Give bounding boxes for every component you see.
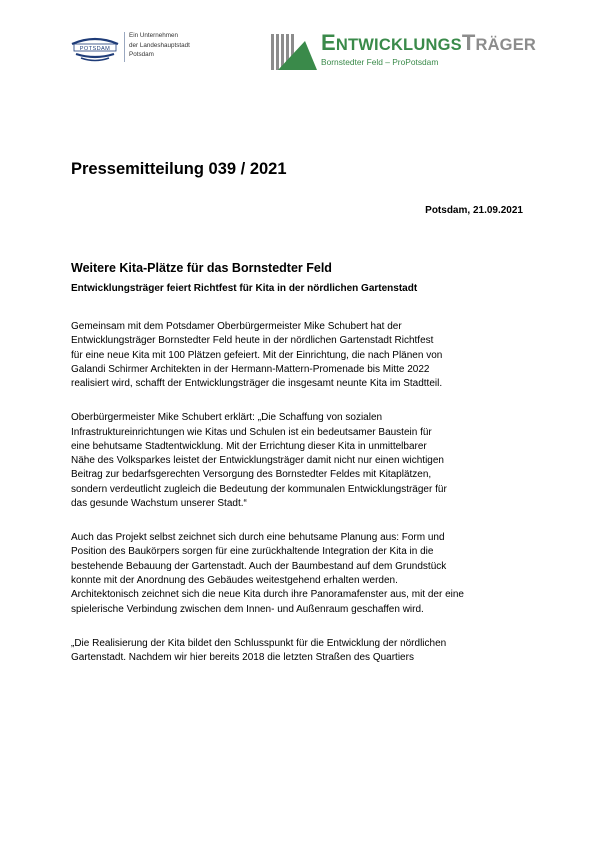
wordmark-letter: T — [461, 30, 476, 55]
release-date: Potsdam, 21.09.2021 — [425, 205, 523, 216]
text-line: Nähe des Volksparkes leistet der Entwicklungsträger damit nicht nur einen wichtigen — [71, 455, 444, 467]
text-line: konnte mit der Anordnung des Gebäudes weitestgehend erhalten werden. — [71, 575, 398, 587]
developer-wordmark — [321, 30, 536, 56]
letterhead — [0, 0, 595, 90]
text-line: „Die Realisierung der Kita bildet den Schlusspunkt für die Entwicklung der nördlichen — [71, 637, 447, 649]
body-text — [71, 320, 531, 685]
text-line: für eine neue Kita mit 100 Plätzen gefeiert. Mit der Einrichtung, die nach Plänen von — [71, 349, 443, 361]
paragraph — [71, 637, 531, 666]
text-line: Architektonisch zeichnet sich die neue Kita durch ihre Panoramafenster aus, mit der eine — [71, 589, 464, 601]
potsdam-tagline-line: Potsdam — [129, 51, 154, 59]
text-line: das gesunde Wachstum unserer Stadt.“ — [71, 498, 247, 510]
potsdam-tagline-line: Ein Unternehmen — [129, 32, 179, 39]
text-line: Infrastruktureinrichtungen wie Kitas und Schulen ist ein bedeutsamer Baustein für — [71, 426, 432, 438]
text-line: Galandi Schirmer Architekten in der Hermann-Mattern-Promenade bis Mitte 2022 — [71, 363, 430, 375]
text-line: bestehende Bebauung der Gartenstadt. Auch der Baumbestand auf dem Grundstück — [71, 560, 447, 572]
paragraph — [71, 411, 531, 511]
headline: Weitere Kita-Plätze für das Bornstedter Feld — [71, 261, 332, 275]
potsdam-tagline — [129, 31, 190, 60]
paragraph — [71, 531, 531, 617]
potsdam-divider — [124, 32, 125, 62]
press-release-title: Pressemitteilung 039 / 2021 — [71, 160, 287, 178]
text-line: spielerische Verbindung zwischen dem Innen- und Außenraum geschaffen wird. — [71, 603, 424, 615]
text-line: Gartenstadt. Nachdem wir hier bereits 2018 die letzten Straßen des Quartiers — [71, 652, 414, 664]
text-line: Oberbürgermeister Mike Schubert erklärt: „Die Schaffung von sozialen — [71, 412, 383, 424]
developer-subtitle: Bornstedter Feld – ProPotsdam — [321, 57, 439, 67]
text-line: eine behutsame Stadtentwicklung. Mit der Errichtung dieser Kita in unmittelbarer — [71, 440, 427, 452]
paragraph — [71, 320, 531, 391]
wordmark-segment: NTWICKLUNGS — [335, 36, 462, 54]
wordmark-letter: E — [321, 30, 336, 55]
text-line: realisiert wird, schafft der Entwicklungsträger die insgesamt neunte Kita im Stadtteil. — [71, 378, 443, 390]
wordmark-segment: RÄGER — [475, 36, 537, 54]
text-line: Auch das Projekt selbst zeichnet sich durch eine behutsame Planung aus: Form und — [71, 532, 445, 544]
potsdam-logo — [70, 30, 120, 64]
potsdam-tagline-line: der Landeshauptstadt — [129, 41, 190, 49]
text-line: Gemeinsam mit dem Potsdamer Oberbürgermeister Mike Schubert hat der — [71, 321, 402, 332]
text-line: Beitrag zur bedarfsgerechten Versorgung des Bornstedter Feldes mit Kitaplätzen, — [71, 469, 432, 481]
entwicklungstraeger-logo — [270, 33, 318, 71]
text-line: Entwicklungsträger Bornstedter Feld heute in der nördlichen Gartenstadt Richtfest — [71, 335, 434, 347]
text-line: Position des Baukörpers sorgen für eine zurückhaltende Integration der Kita in die — [71, 546, 434, 558]
text-line: sondern verdeutlicht zugleich die Bedeutung der kommunalen Entwicklungsträger für — [71, 483, 447, 495]
subheadline: Entwicklungsträger feiert Richtfest für Kita in der nördlichen Gartenstadt — [71, 283, 418, 294]
potsdam-logo-text: POTSDAM — [79, 46, 111, 52]
